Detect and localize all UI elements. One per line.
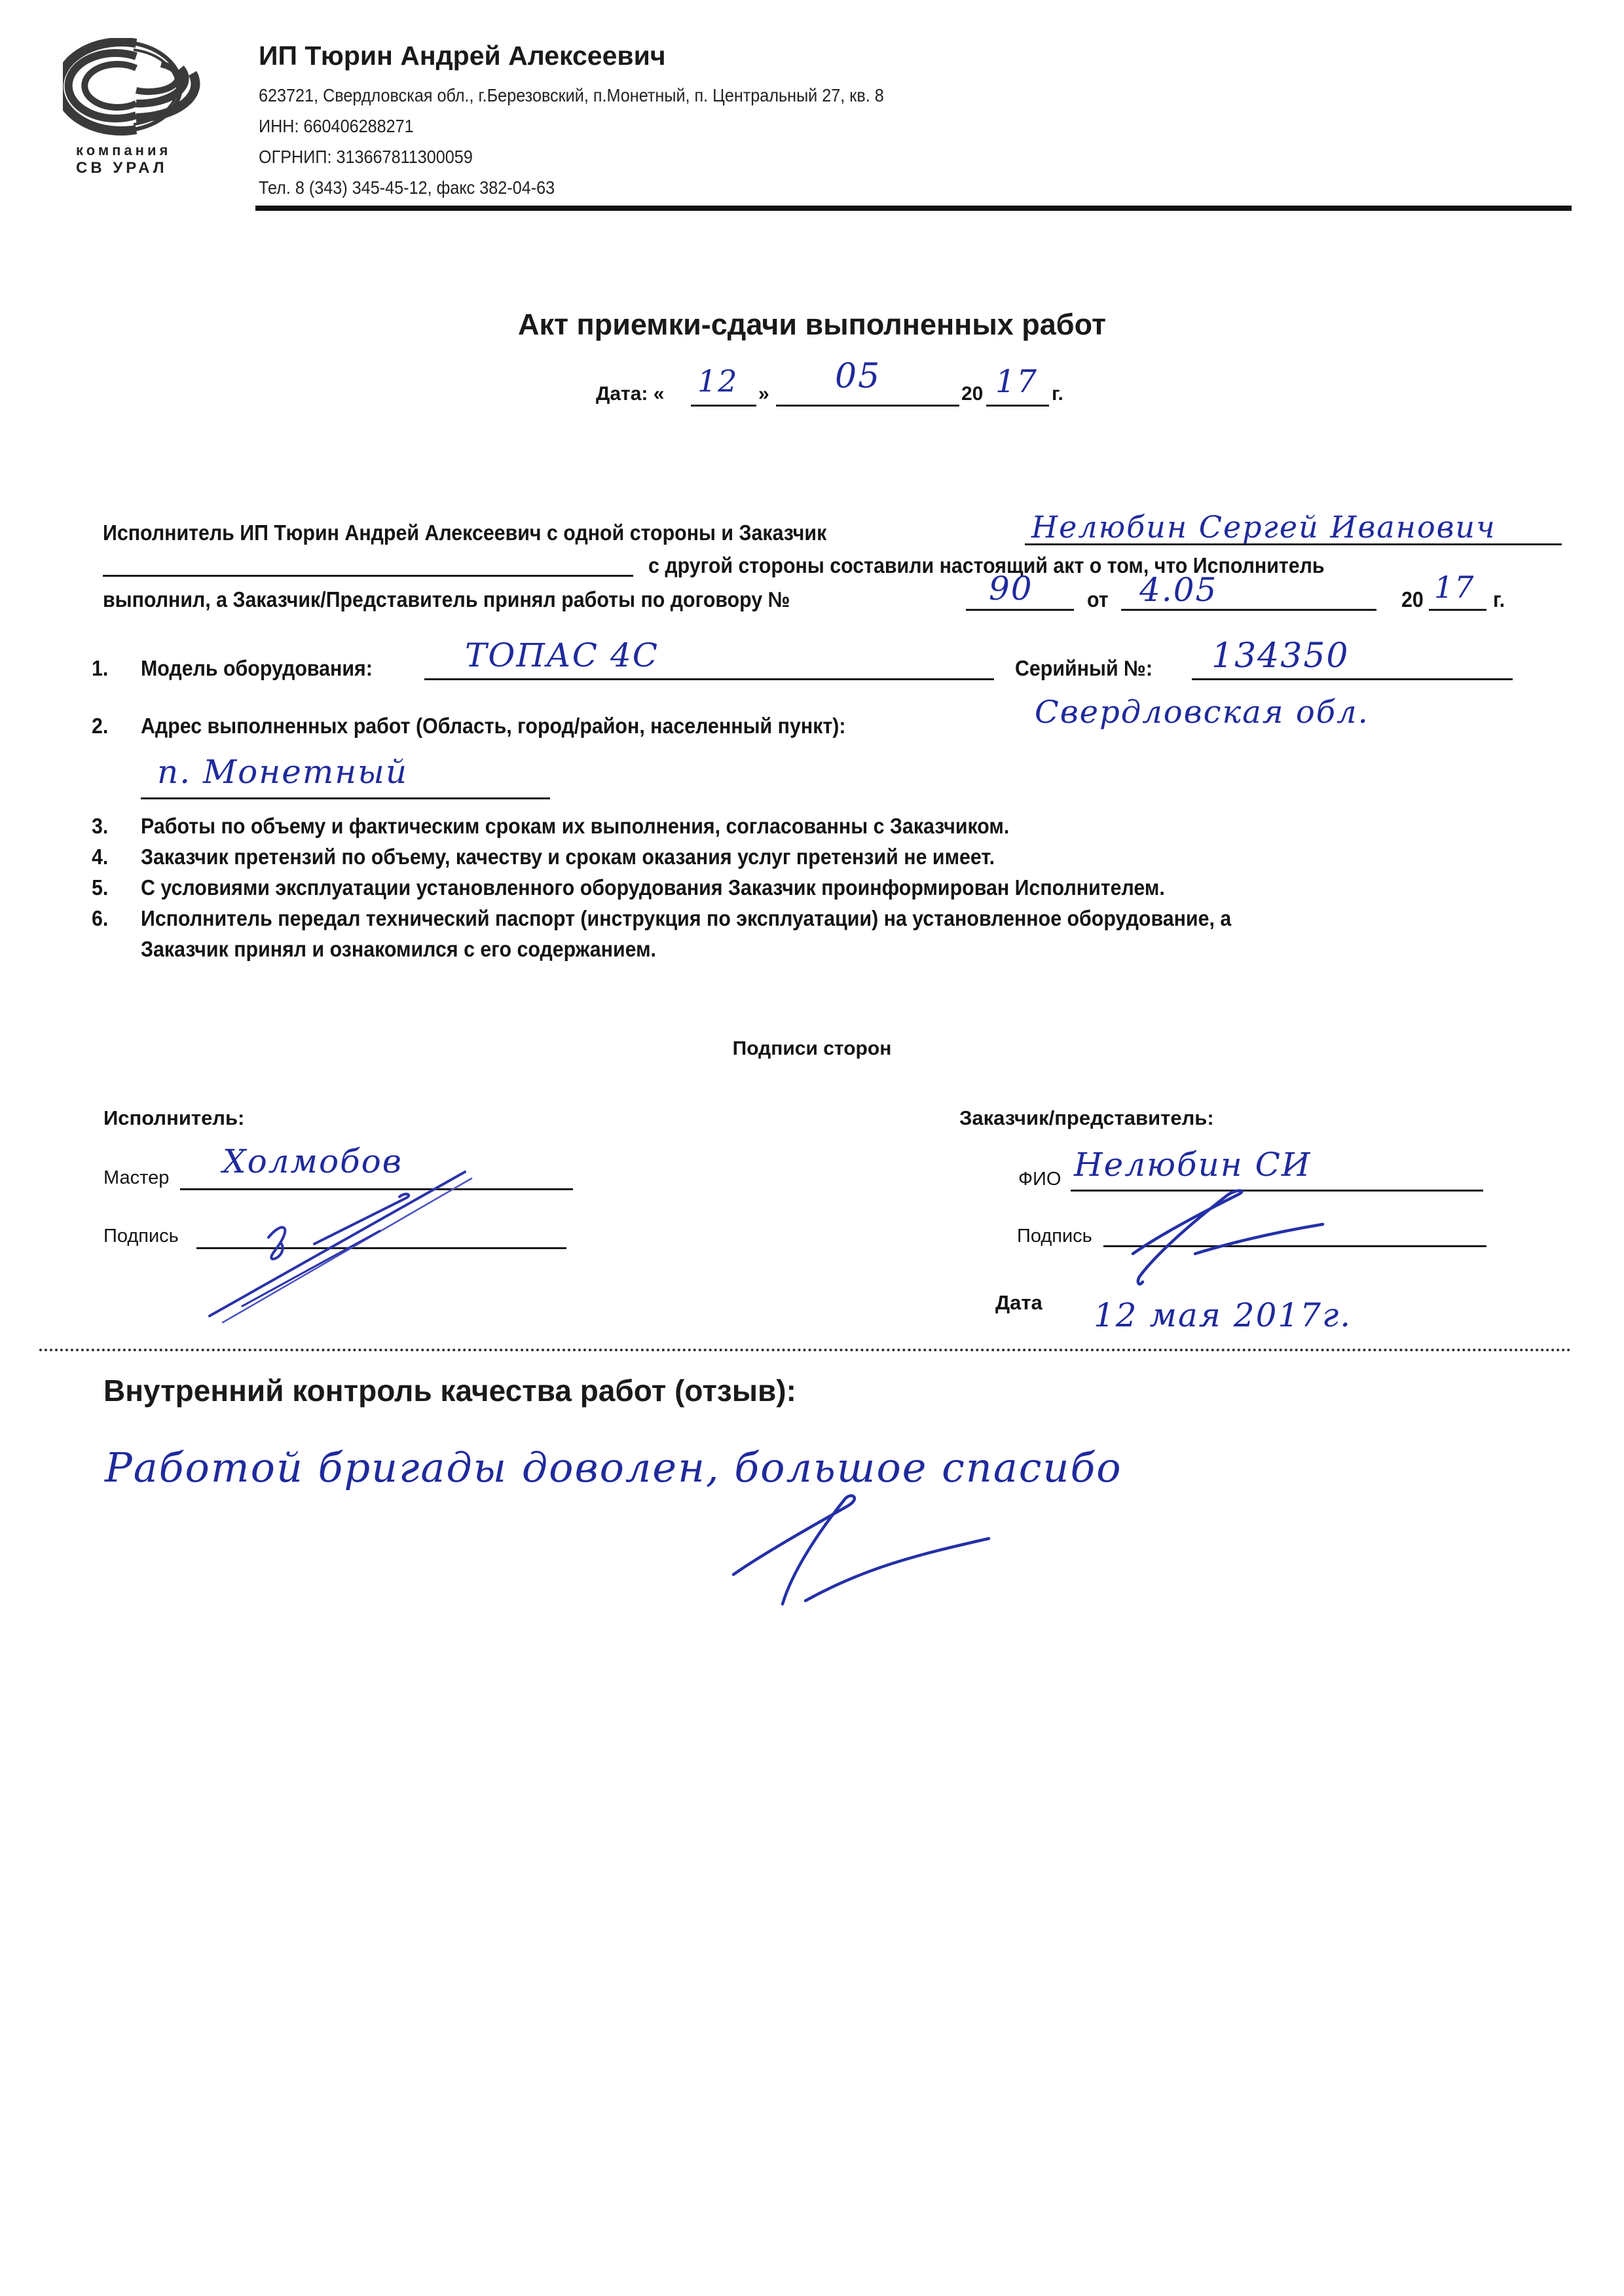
work-address-value[interactable]: Свердловская обл. bbox=[1035, 694, 1369, 731]
fio-label: ФИО bbox=[1018, 1169, 1061, 1190]
date-year-line bbox=[986, 405, 1049, 407]
date-month-line bbox=[776, 405, 959, 407]
item-label: Адрес выполненных работ (Область, город/район, населенный пункт): bbox=[141, 714, 846, 738]
master-label: Мастер bbox=[103, 1167, 170, 1188]
item-number: 6. bbox=[92, 906, 109, 930]
equipment-model-line bbox=[424, 678, 994, 680]
date-mid: » bbox=[758, 383, 769, 405]
contract-year-suffix: г. bbox=[1493, 587, 1505, 611]
date-century: 20 bbox=[961, 383, 984, 405]
contract-date-value[interactable]: 4.05 bbox=[1139, 571, 1218, 609]
feedback-signature-icon[interactable] bbox=[720, 1480, 1022, 1611]
feedback-heading: Внутренний контроль качества работ (отзыв): bbox=[103, 1374, 796, 1408]
contract-year-line bbox=[1429, 609, 1486, 611]
customer-sign-label: Подпись bbox=[1017, 1226, 1092, 1247]
contract-century: 20 bbox=[1401, 587, 1424, 611]
equipment-model-value[interactable]: ТОПАС 4С bbox=[465, 636, 659, 674]
logo-text-line1: компания bbox=[76, 142, 172, 158]
intro-line3: выполнил, а Заказчик/Представитель принял работы по договору № bbox=[103, 587, 790, 611]
customer-heading: Заказчик/представитель: bbox=[959, 1106, 1214, 1129]
feedback-text[interactable]: Работой бригады доволен, большое спасибо bbox=[105, 1444, 1122, 1491]
customer-signature-icon[interactable] bbox=[1107, 1178, 1408, 1290]
executor-sign-label: Подпись bbox=[103, 1226, 179, 1247]
customer-name-value[interactable]: Нелюбин Сергей Иванович bbox=[1031, 509, 1496, 545]
serial-value[interactable]: 134350 bbox=[1211, 636, 1350, 676]
fio-value[interactable]: Нелюбин СИ bbox=[1074, 1146, 1312, 1184]
date-year-value[interactable]: 17 bbox=[995, 363, 1039, 400]
work-address-value-2[interactable]: п. Монетный bbox=[157, 753, 409, 791]
master-value[interactable]: Холмобов bbox=[223, 1142, 403, 1180]
serial-label: Серийный №: bbox=[1015, 656, 1153, 680]
item-number: 5. bbox=[92, 875, 109, 900]
intro-line2: с другой стороны составили настоящий акт о том, что Исполнитель bbox=[648, 553, 1325, 577]
date-month-value[interactable]: 05 bbox=[835, 357, 881, 396]
company-address: 623721, Свердловская обл., г.Березовский, п.Монетный, п. Центральный 27, кв. 8 bbox=[259, 85, 884, 105]
date-day-line bbox=[691, 405, 756, 407]
item-text: Заказчик претензий по объему, качеству и срокам оказания услуг претензий не имеет. bbox=[141, 845, 995, 869]
company-name: ИП Тюрин Андрей Алексеевич bbox=[259, 41, 666, 71]
company-logo-icon bbox=[63, 38, 207, 136]
logo-text-line2: СВ УРАЛ bbox=[76, 159, 168, 177]
document-title: Акт приемки-сдачи выполненных работ bbox=[517, 308, 1107, 341]
serial-line bbox=[1192, 678, 1513, 680]
item-number: 2. bbox=[92, 714, 109, 738]
intro-line1: Исполнитель ИП Тюрин Андрей Алексеевич с одной стороны и Заказчик bbox=[103, 520, 827, 545]
item-text: Работы по объему и фактическим срокам их выполнения, согласованны с Заказчиком. bbox=[141, 814, 1010, 838]
company-phone: Тел. 8 (343) 345-45-12, факс 382-04-63 bbox=[259, 177, 555, 198]
executor-heading: Исполнитель: bbox=[103, 1106, 245, 1129]
item-number: 1. bbox=[92, 656, 109, 680]
item-text: Исполнитель передал технический паспорт (инструкция по эксплуатации) на установленное оборудование, а bbox=[141, 906, 1232, 930]
customer-date-value[interactable]: 12 мая 2017г. bbox=[1094, 1296, 1352, 1334]
contract-date-line bbox=[1121, 609, 1376, 611]
signatures-title: Подписи сторон bbox=[732, 1038, 892, 1059]
company-inn: ИНН: 660406288271 bbox=[259, 116, 414, 136]
contract-from-label: от bbox=[1087, 587, 1109, 611]
date-suffix: г. bbox=[1052, 383, 1063, 405]
contract-year-value[interactable]: 17 bbox=[1434, 570, 1475, 605]
customer-name-line-2 bbox=[103, 575, 633, 577]
work-address-line-2 bbox=[141, 797, 550, 799]
company-logo bbox=[63, 38, 207, 177]
header-rule bbox=[255, 206, 1572, 211]
customer-date-label: Дата bbox=[995, 1291, 1043, 1314]
date-day-value[interactable]: 12 bbox=[697, 363, 739, 399]
item-text: С условиями эксплуатации установленного оборудования Заказчик проинформирован Исполнителем. bbox=[141, 875, 1165, 900]
company-ogrnip: ОГРНИП: 313667811300059 bbox=[259, 147, 473, 167]
item-label: Модель оборудования: bbox=[141, 656, 373, 680]
executor-signature-icon[interactable] bbox=[183, 1159, 498, 1329]
contract-no-line bbox=[966, 609, 1074, 611]
item-text-continued: Заказчик принял и ознакомился с его содержанием. bbox=[141, 937, 656, 961]
dotted-separator bbox=[39, 1349, 1572, 1351]
contract-no-value[interactable]: 90 bbox=[989, 570, 1033, 608]
date-label: Дата: « bbox=[596, 383, 665, 405]
item-number: 3. bbox=[92, 814, 109, 838]
item-number: 4. bbox=[92, 845, 109, 869]
